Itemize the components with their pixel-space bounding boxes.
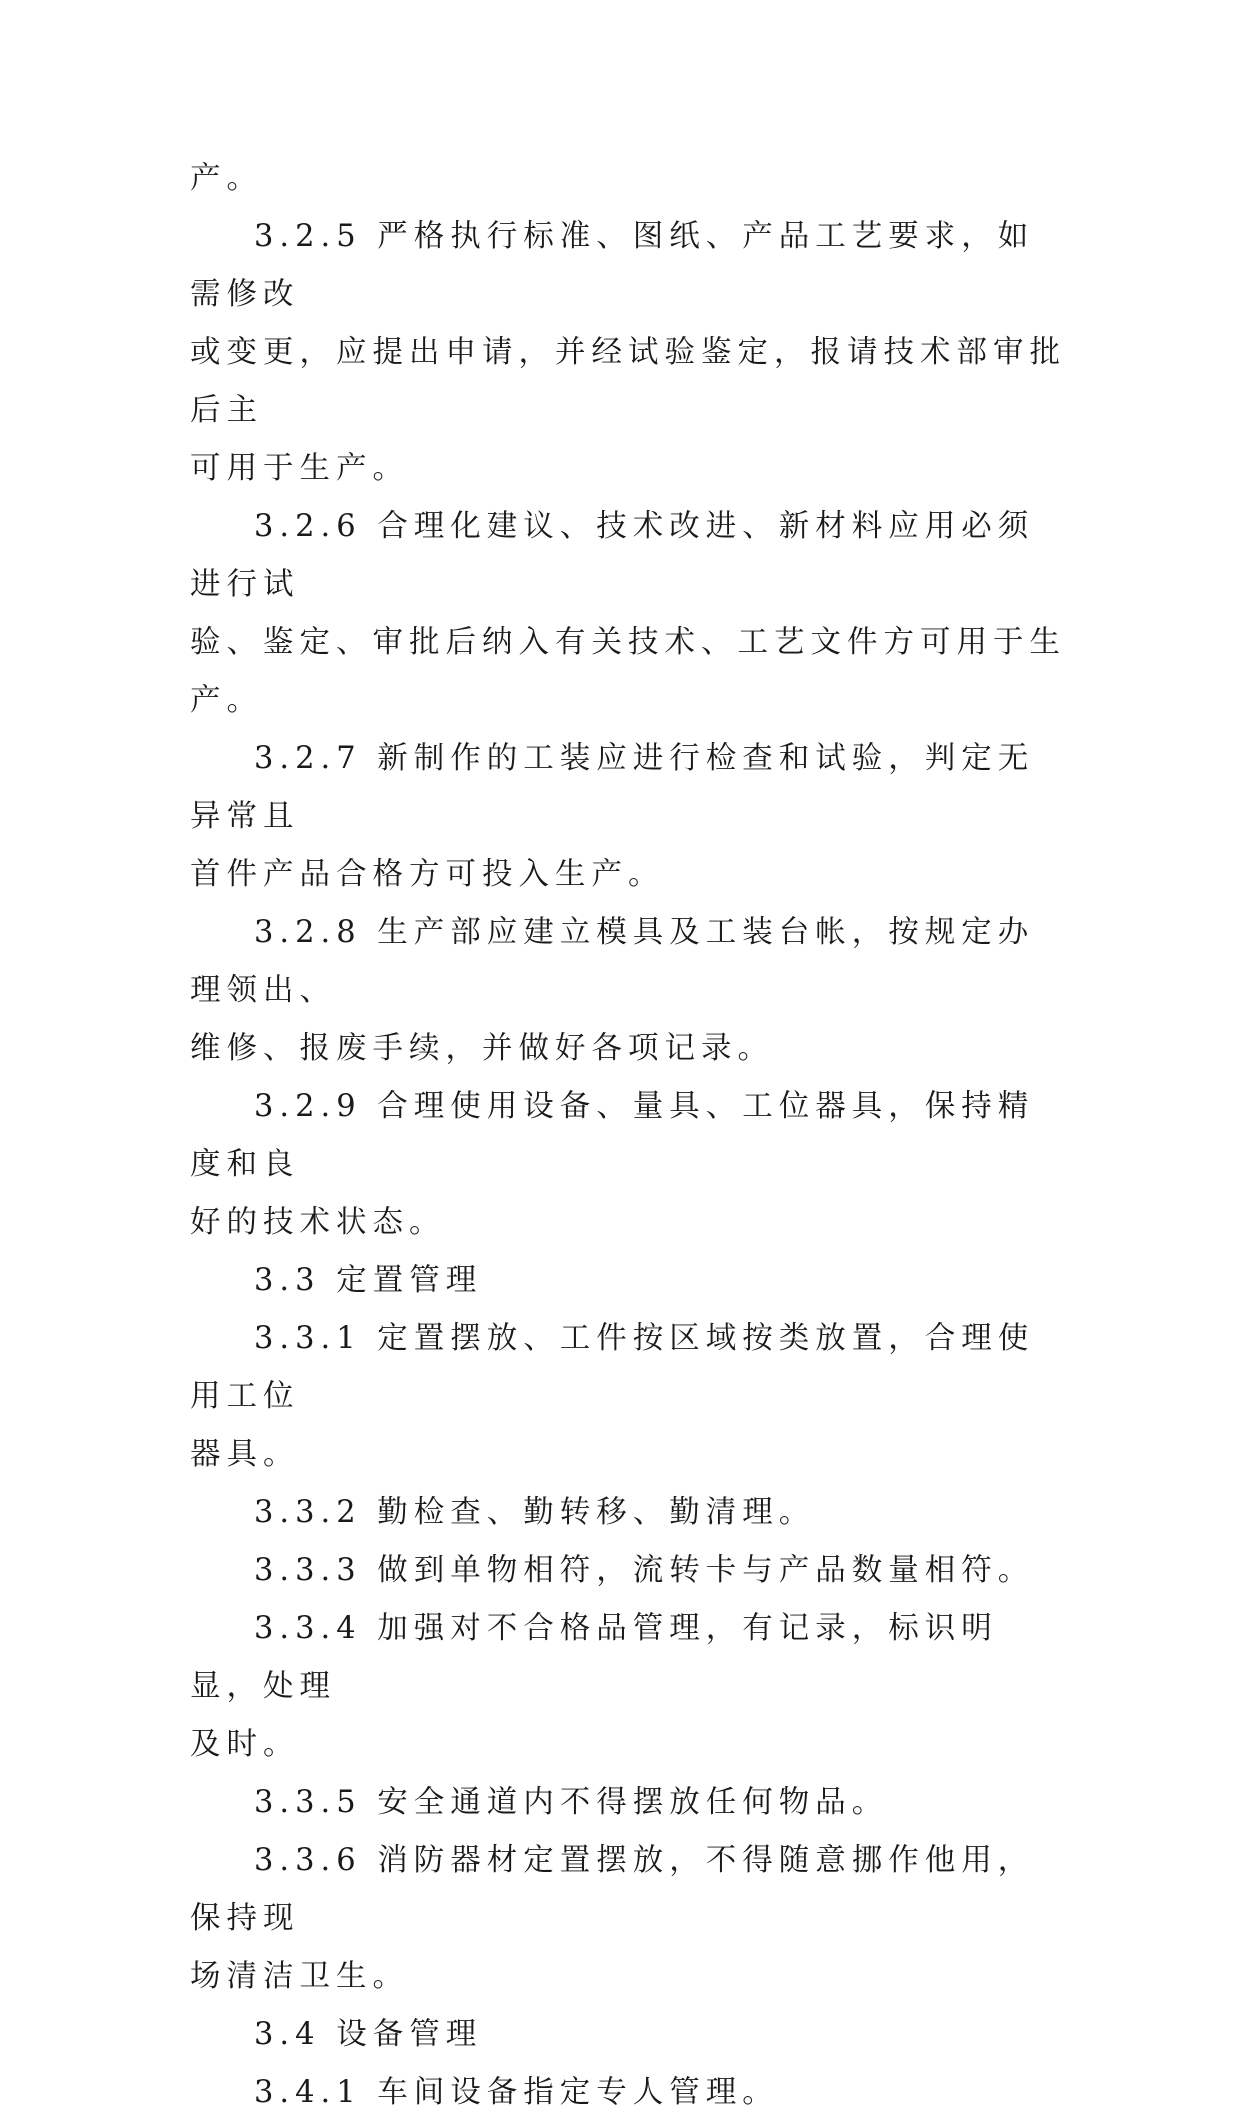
paragraph-line: 3.2.9 合理使用设备、量具、工位器具，保持精度和良 xyxy=(190,1089,1035,1182)
paragraph-line: 3.2.5 严格执行标准、图纸、产品工艺要求，如需修改 xyxy=(190,219,1035,312)
paragraph-line: 及时。 xyxy=(190,1727,300,1762)
paragraph-line: 3.2.7 新制作的工装应进行检查和试验，判定无异常且 xyxy=(190,741,1035,834)
paragraph-line: 验、鉴定、审批后纳入有关技术、工艺文件方可用于生产。 xyxy=(190,625,1066,718)
document-body xyxy=(190,150,1070,2122)
paragraph-line: 3.2.8 生产部应建立模具及工装台帐，按规定办理领出、 xyxy=(190,915,1035,1008)
paragraph-line: 维修、报废手续，并做好各项记录。 xyxy=(190,1031,774,1066)
paragraph-line: 器具。 xyxy=(190,1437,300,1472)
paragraph-line: 场清洁卫生。 xyxy=(190,1959,409,1994)
paragraph-line: 3.3 定置管理 xyxy=(254,1263,483,1298)
paragraph-line: 好的技术状态。 xyxy=(190,1205,446,1240)
paragraph-line: 3.3.1 定置摆放、工件按区域按类放置，合理使用工位 xyxy=(190,1321,1035,1414)
paragraph-line: 3.3.3 做到单物相符，流转卡与产品数量相符。 xyxy=(254,1553,1035,1588)
paragraph-line: 3.3.2 勤检查、勤转移、勤清理。 xyxy=(254,1495,816,1530)
paragraph-line: 3.3.6 消防器材定置摆放，不得随意挪作他用，保持现 xyxy=(190,1843,1035,1936)
paragraph-line: 或变更，应提出申请，并经试验鉴定，报请技术部审批后主 xyxy=(190,335,1066,428)
paragraph-line: 3.3.5 安全通道内不得摆放任何物品。 xyxy=(254,1785,889,1820)
paragraph-line: 产。 xyxy=(190,161,263,196)
paragraph-line: 可用于生产。 xyxy=(190,451,409,486)
paragraph-line: 3.3.4 加强对不合格品管理，有记录，标识明显，处理 xyxy=(190,1611,998,1704)
paragraph-line: 3.2.6 合理化建议、技术改进、新材料应用必须进行试 xyxy=(190,509,1035,602)
paragraph-line: 首件产品合格方可投入生产。 xyxy=(190,857,665,892)
paragraph-line: 3.4 设备管理 xyxy=(254,2017,483,2052)
paragraph-line: 3.4.1 车间设备指定专人管理。 xyxy=(254,2075,779,2110)
